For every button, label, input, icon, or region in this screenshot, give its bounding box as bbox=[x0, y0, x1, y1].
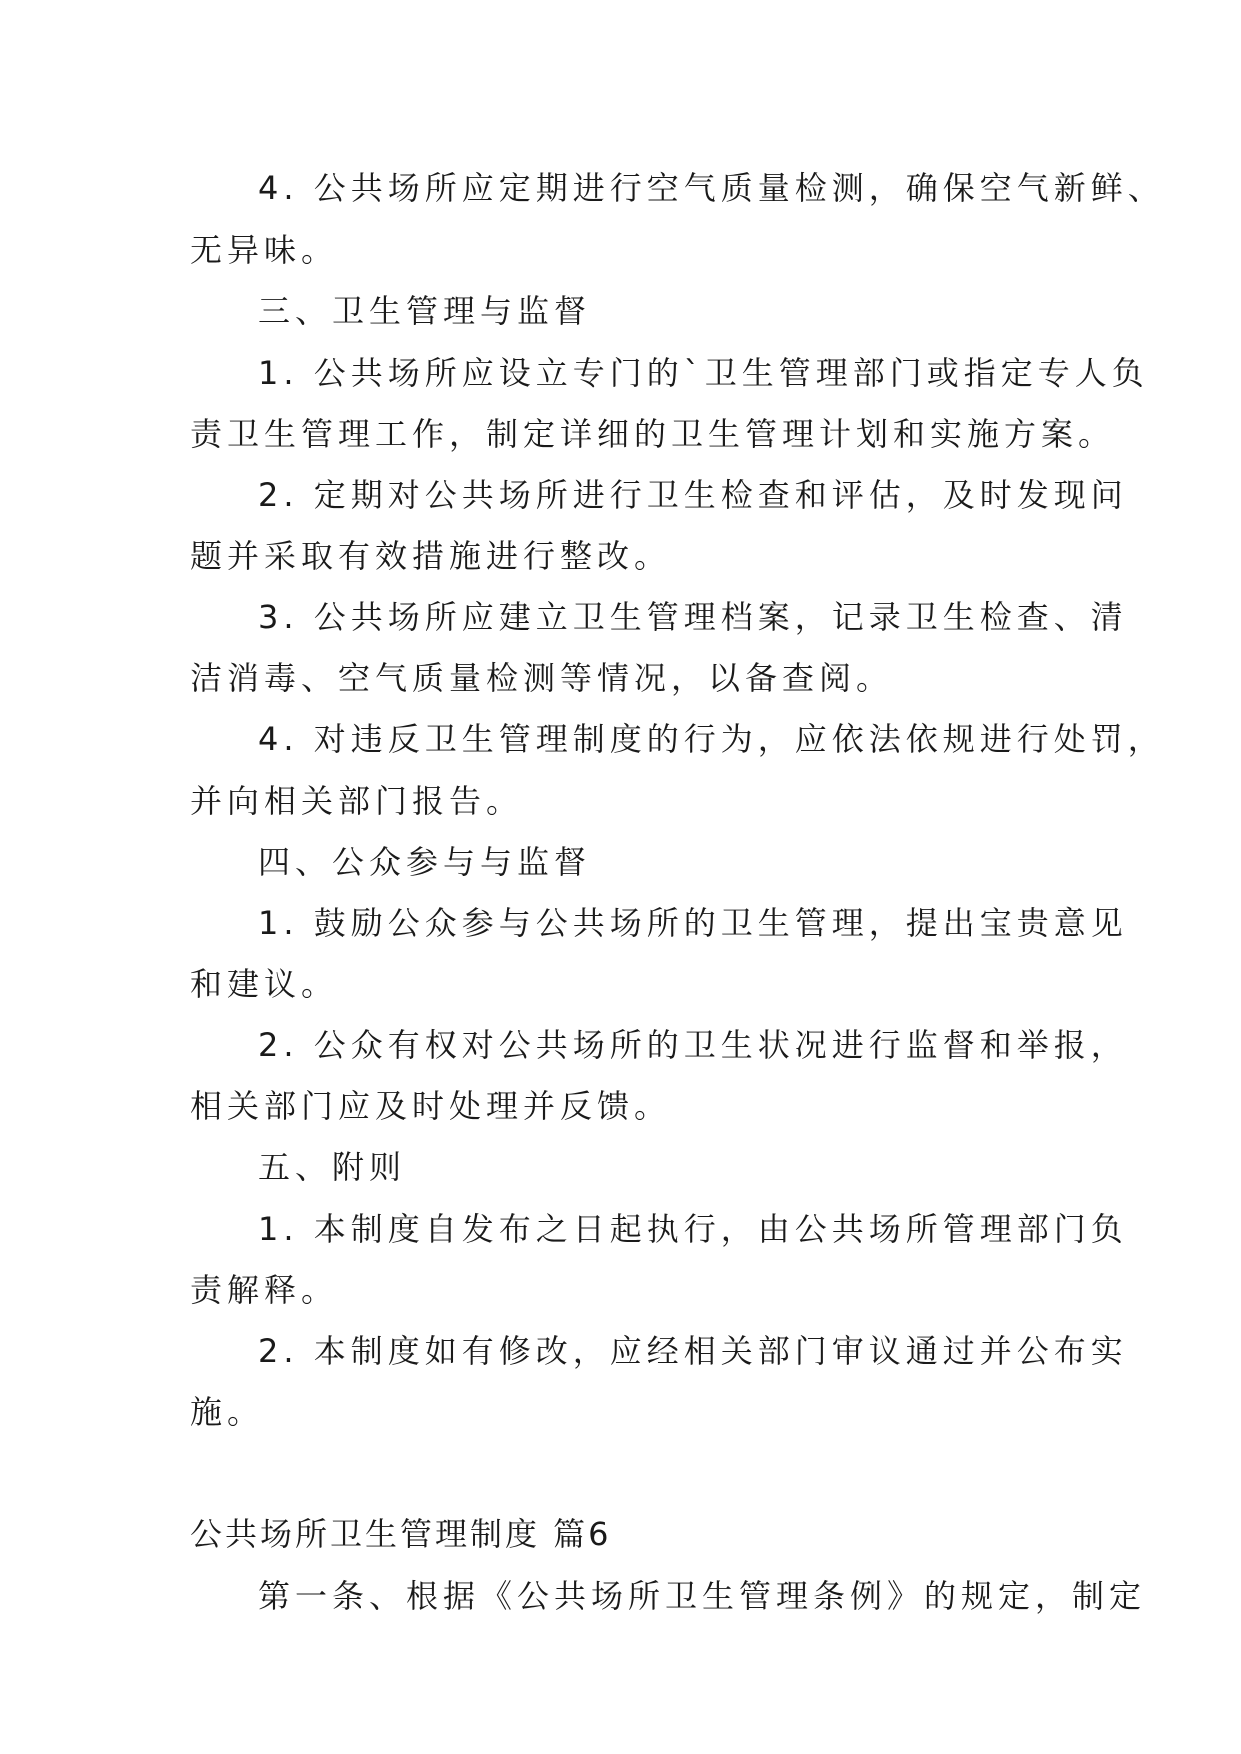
text-line-article6-clause1: 第一条、根据《公共场所卫生管理条例》的规定，制定 bbox=[258, 1577, 1147, 1615]
text-line-s3-item4: 4. 对违反卫生管理制度的行为，应依法依规进行处罚， bbox=[258, 720, 1165, 758]
section-heading-5: 五、附则 bbox=[258, 1148, 407, 1186]
text-line-s4-item1: 1. 鼓励公众参与公共场所的卫生管理，提出宝贵意见 bbox=[258, 904, 1128, 942]
text-line-s5-item1-cont: 责解释。 bbox=[190, 1271, 339, 1309]
text-line-s5-item2: 2. 本制度如有修改，应经相关部门审议通过并公布实 bbox=[258, 1332, 1128, 1370]
text-line-s3-item3-cont: 洁消毒、空气质量检测等情况，以备查阅。 bbox=[190, 659, 894, 697]
text-line-item4-cont: 无异味。 bbox=[190, 231, 339, 269]
section-heading-3: 三、卫生管理与监督 bbox=[258, 292, 592, 330]
text-line-s4-item2: 2. 公众有权对公共场所的卫生状况进行监督和举报， bbox=[258, 1026, 1128, 1064]
text-line-s3-item2: 2. 定期对公共场所进行卫生检查和评估，及时发现问 bbox=[258, 476, 1128, 514]
text-line-s4-item1-cont: 和建议。 bbox=[190, 965, 339, 1003]
text-line-s3-item2-cont: 题并采取有效措施进行整改。 bbox=[190, 537, 672, 575]
article-title: 公共场所卫生管理制度 篇6 bbox=[190, 1515, 612, 1553]
text-line-s3-item4-cont: 并向相关部门报告。 bbox=[190, 782, 524, 820]
text-line-s5-item1: 1. 本制度自发布之日起执行，由公共场所管理部门负 bbox=[258, 1210, 1128, 1248]
text-line-s5-item2-cont: 施。 bbox=[190, 1393, 265, 1431]
section-heading-4: 四、公众参与与监督 bbox=[258, 843, 592, 881]
text-line-item4-air-quality: 4. 公共场所应定期进行空气质量检测，确保空气新鲜、 bbox=[258, 169, 1165, 207]
text-line-s4-item2-cont: 相关部门应及时处理并反馈。 bbox=[190, 1087, 672, 1125]
text-line-s3-item1-cont: 责卫生管理工作，制定详细的卫生管理计划和实施方案。 bbox=[190, 415, 1116, 453]
text-line-s3-item3: 3. 公共场所应建立卫生管理档案，记录卫生检查、清 bbox=[258, 598, 1128, 636]
text-line-s3-item1: 1. 公共场所应设立专门的`卫生管理部门或指定专人负 bbox=[258, 354, 1149, 392]
